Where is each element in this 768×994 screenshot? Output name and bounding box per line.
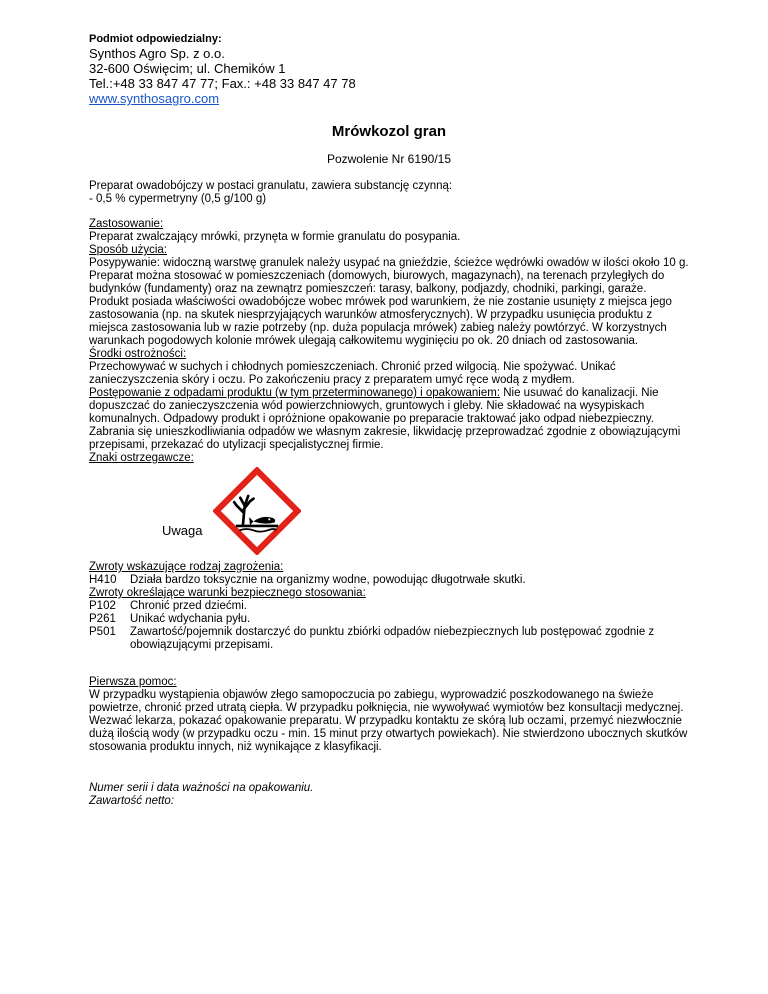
signal-word: Uwaga xyxy=(162,523,203,538)
method-text: Posypywanie: widoczną warstwę granulek należy usypać na gnieździe, ścieżce wędrówki owadów w ilości około 10 g. Preparat można stosować w pomieszczeniach (domowych, biurowych, magazynach), na terenach przyległych do budynków (fundamenty) oraz na zewnątrz pomieszczeń: tarasy, balkony, podjazdy, chodniki, parkingi, garaże. Produkt posiada właściwości owadobójcze wobec mrówek pod warunkiem, że nie zostanie usunięty z miejsca jego zastosowania (np. na skutek niesprzyjających warunków atmosferycznych). W przypadku usunięcia produktu z miejsca zastosowania lub w razie potrzeby (np. duża populacja mrówek) zabieg należy powtórzyć. W korzystnych warunkach pogodowych kolonie mrówek ulegają całkowitemu wyginięciu po ok. 20 dniach od zastosowania. xyxy=(89,257,689,347)
usage-section xyxy=(89,218,689,465)
ghs-pictogram-area xyxy=(89,465,689,561)
first-aid-text: W przypadku wystąpienia objawów złego samopoczucia po zabiegu, wyprowadzić poszkodowanego na świeże powietrze, chronić przed utratą ciepła. W przypadku połknięcia, nie wywoływać wymiotów bez konsultacji medycznej. Wezwać lekarza, pokazać opakowanie preparatu. W przypadku kontaktu ze skórą lub oczami, przemyć niezwłocznie dużą ilością wody (w przypadku oczu - min. 15 minut przy otwartych powiekach). Nie stwierdzono ubocznych skutków stosowania produktu innych, niż wynikające z klasyfikacji. xyxy=(89,689,688,753)
company-label: Podmiot odpowiedzialny: xyxy=(89,33,222,45)
statement-text: Działa bardzo toksycznie na organizmy wodne, powodując długotrwałe skutki. xyxy=(130,574,526,586)
product-title: Mrówkozol gran xyxy=(331,123,447,140)
company-block xyxy=(89,33,689,106)
statement-code: P501 xyxy=(89,626,116,638)
net-content: Zawartość netto: xyxy=(89,795,175,807)
environment-hazard-icon xyxy=(213,467,301,555)
precautionary-statement xyxy=(89,613,689,626)
company-address: 32-600 Oświęcim; ul. Chemików 1 xyxy=(89,61,286,76)
waste-paragraph xyxy=(89,387,689,452)
permit-number: Pozwolenie Nr 6190/15 xyxy=(326,152,452,166)
waste-heading: Postępowanie z odpadami produktu (w tym przeterminowanego) i opakowaniem: xyxy=(89,387,501,399)
statement-text: Zawartość/pojemnik dostarczyć do punktu zbiórki odpadów niebezpiecznych lub postępować zgodnie z obowiązującymi przepisami. xyxy=(130,626,655,651)
batch-info: Numer serii i data ważności na opakowaniu. xyxy=(89,782,314,794)
warning-signs-heading: Znaki ostrzegawcze: xyxy=(89,452,194,464)
company-name: Synthos Agro Sp. z o.o. xyxy=(89,46,225,61)
precautions-text: Przechowywać w suchych i chłodnych pomieszczeniach. Chronić przed wilgocią. Nie spożywać. Unikać zanieczyszczenia skóry i oczu. Po zakończeniu pracy z preparatem umyć ręce wodą z mydłem. xyxy=(89,361,616,386)
statement-code: P102 xyxy=(89,600,116,612)
precautions-heading: Środki ostrożności: xyxy=(89,348,187,360)
footer-section xyxy=(89,782,689,808)
statement-text: Unikać wdychania pyłu. xyxy=(130,613,251,625)
precautionary-heading: Zwroty określające warunki bezpiecznego stosowania: xyxy=(89,587,366,599)
statement-text: Chronić przed dziećmi. xyxy=(130,600,247,612)
usage-heading: Zastosowanie: xyxy=(89,218,164,230)
usage-text: Preparat zwalczający mrówki, przynęta w formie granulatu do posypania. xyxy=(89,231,461,243)
company-website-link[interactable]: www.synthosagro.com xyxy=(89,91,220,106)
first-aid-section xyxy=(89,676,689,754)
waste-text: Nie usuwać do kanalizacji. Nie dopuszczać do zanieczyszczenia wód powierzchniowych, gruntowych i gleby. Nie składować na wysypiskach komunalnych. Odpadowy produkt i opróżnione opakowanie po preparacie traktować jako odpad niebezpieczny. Zabrania się unieszkodliwiania odpadów we własnym zakresie, likwidację przeprowadzać zgodnie z obowiązującymi przepisami, przekazać do utylizacji specjalistycznej firmie. xyxy=(89,387,681,451)
method-heading: Sposób użycia: xyxy=(89,244,167,256)
precautionary-statement xyxy=(89,600,689,613)
company-phone: Tel.:+48 33 847 47 77; Fax.: +48 33 847 47 78 xyxy=(89,76,356,91)
hazard-heading: Zwroty wskazujące rodzaj zagrożenia: xyxy=(89,561,284,573)
hazard-section xyxy=(89,561,689,652)
first-aid-heading: Pierwsza pomoc: xyxy=(89,676,177,688)
statement-code: P261 xyxy=(89,613,116,625)
hazard-statement xyxy=(89,574,689,587)
precautionary-statement xyxy=(89,626,689,652)
product-description: Preparat owadobójczy w postaci granulatu, zawiera substancję czynną: - 0,5 % cypermetryny (0,5 g/100 g) xyxy=(89,180,453,205)
statement-code: H410 xyxy=(89,574,117,586)
document-page xyxy=(89,33,689,808)
